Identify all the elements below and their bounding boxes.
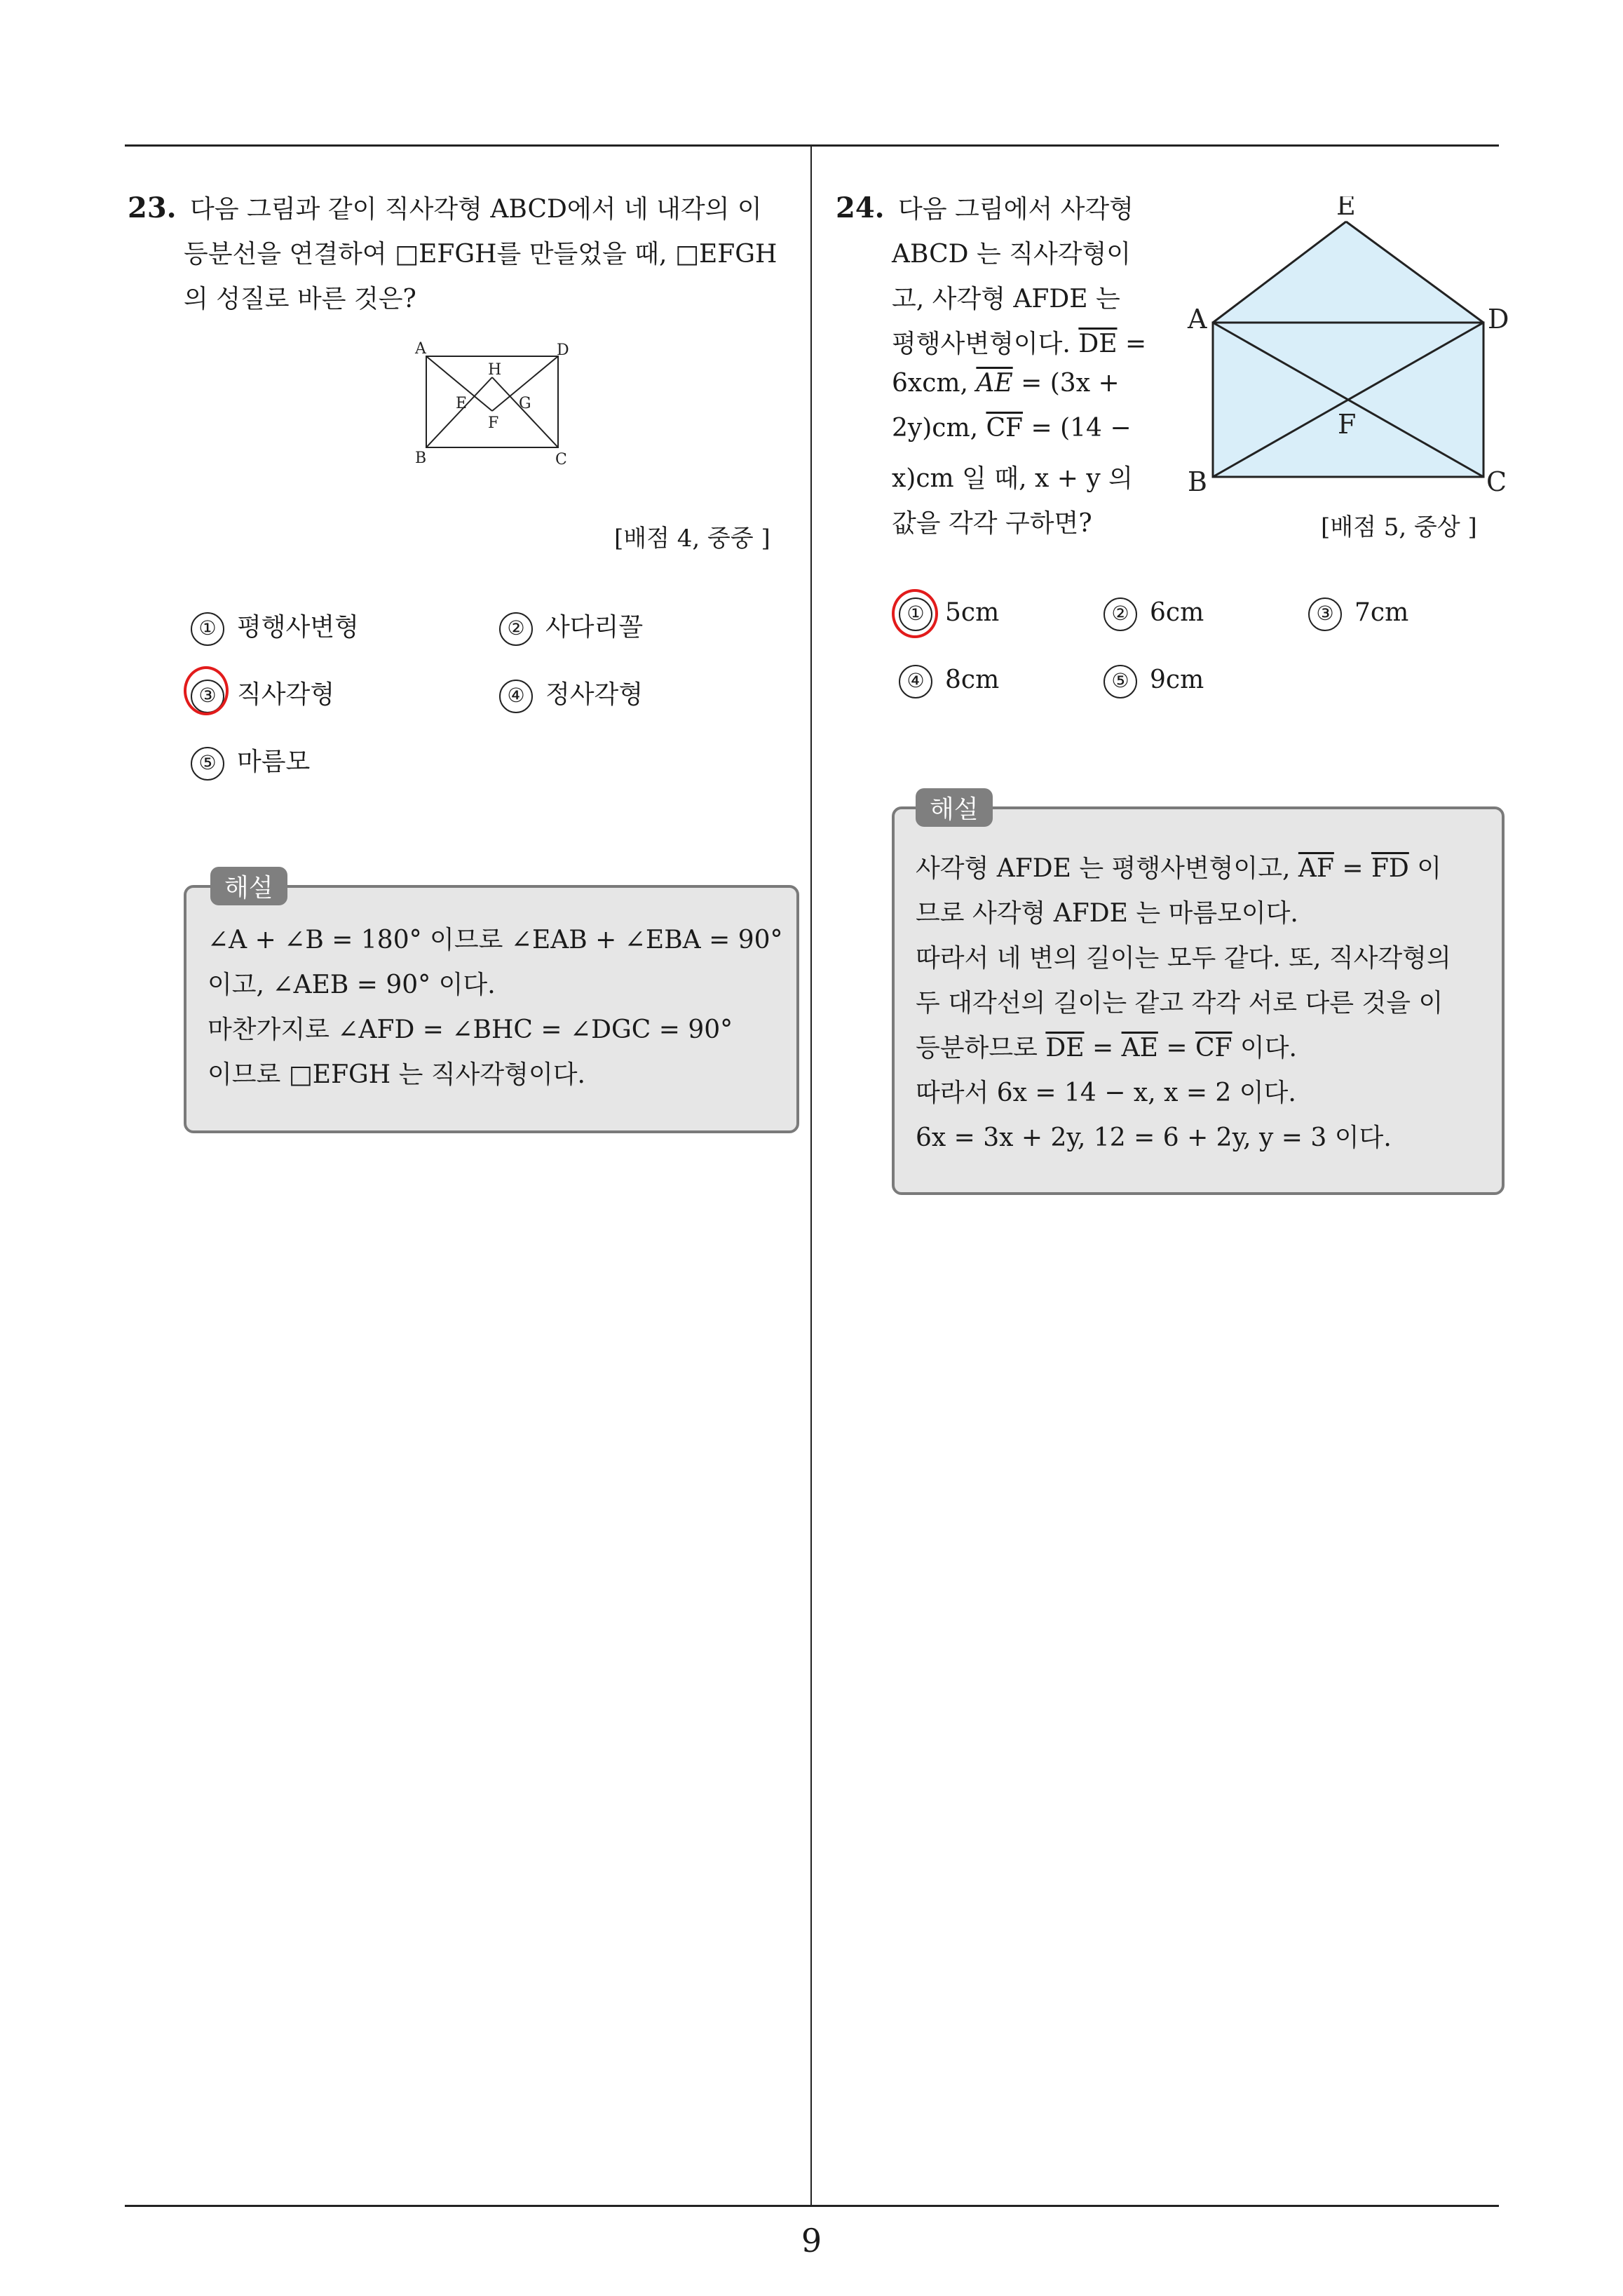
label-h: H	[488, 361, 502, 379]
segment-cf: $\overline{CF}$	[986, 414, 1024, 443]
q24-answer-mark	[892, 589, 938, 638]
q24-line-5: 6xcm, $\overline{AE} = (3x$ +	[892, 369, 1120, 398]
q24-solution-line-1: 사각형 AFDE 는 평행사변형이고, $\overline{AF} = \overline{FD}$ 이	[916, 854, 1442, 883]
q24-line-4: 평행사변형이다. $\overline{DE}$ =	[892, 330, 1147, 358]
q24-solution-tag: 해설	[916, 788, 993, 827]
label-f: F	[488, 414, 499, 432]
q24-line-7: x)cm 일 때, x + y 의	[892, 464, 1133, 493]
q23-choice-5[interactable]: ⑤ 마름모	[191, 742, 310, 781]
q24-line-3: 고, 사각형 AFDE 는	[892, 285, 1120, 313]
column-divider	[810, 146, 812, 2206]
q24-choice-4[interactable]: ④ 8cm	[899, 665, 999, 698]
q24-solution-box	[892, 806, 1505, 1195]
top-rule	[125, 144, 1499, 147]
q24-line-2: ABCD 는 직사각형이	[892, 240, 1132, 269]
q24-number: 24.	[836, 191, 885, 224]
q23-solution-line-3: 마찬가지로 ∠AFD = ∠BHC = ∠DGC = 90°	[208, 1015, 733, 1044]
page-number: 9	[801, 2222, 822, 2260]
label-d: D	[557, 342, 569, 359]
segment-ae: $\overline{AE}$	[976, 369, 1013, 398]
label-a: A	[415, 340, 426, 358]
label-e: E	[456, 395, 468, 412]
q23-line-2: 등분선을 연결하여 □EFGH를 만들었을 때, □EFGH	[184, 240, 777, 269]
q23-choice-2[interactable]: ② 사다리꼴	[499, 607, 643, 646]
q23-line-3: 의 성질로 바른 것은?	[184, 285, 416, 313]
q23-solution-tag: 해설	[210, 867, 287, 905]
q23-answer-mark	[184, 666, 229, 715]
q24-solution-line-4: 두 대각선의 길이는 같고 각각 서로 다른 것을 이	[916, 989, 1444, 1018]
bottom-rule	[125, 2205, 1499, 2207]
q24-choice-1[interactable]: ① 5cm	[899, 597, 999, 631]
q23-choice-4[interactable]: ④ 정사각형	[499, 675, 643, 713]
bisector-b	[426, 377, 492, 447]
bisector-c	[492, 377, 558, 447]
q24-score: [배점 5, 중상 ]	[1321, 513, 1477, 541]
label-c: C	[555, 451, 567, 468]
q24-choice-3[interactable]: ③ 7cm	[1308, 597, 1408, 631]
segment-de: $\overline{DE}$	[1078, 330, 1118, 358]
q23-figure	[411, 338, 582, 471]
q24-choice-5[interactable]: ⑤ 9cm	[1103, 665, 1204, 698]
label-a: A	[1188, 304, 1207, 335]
q24-solution-line-6: 따라서 6x = 14 − x, x = 2 이다.	[916, 1079, 1296, 1107]
q23-solution-line-4: 이므로 □EFGH 는 직사각형이다.	[208, 1060, 585, 1089]
q24-choice-2[interactable]: ② 6cm	[1103, 597, 1204, 631]
q23-number: 23.	[128, 191, 177, 224]
q24-line-6: 2y)cm, $\overline{CF} = (14$ −	[892, 414, 1132, 443]
label-b: B	[1188, 466, 1207, 497]
q23-solution-line-2: 이고, ∠AEB = 90° 이다.	[208, 971, 496, 999]
q23-score: [배점 4, 중중 ]	[614, 525, 770, 553]
label-d: D	[1488, 304, 1509, 335]
q23-choice-3[interactable]: ③ 직사각형	[191, 675, 334, 713]
q24-line-8: 값을 각각 구하면?	[892, 509, 1092, 538]
q24-solution-line-2: 므로 사각형 AFDE 는 마름모이다.	[916, 899, 1298, 928]
q23-solution-line-1: ∠A + ∠B = 180° 이므로 ∠EAB + ∠EBA = 90°	[208, 926, 783, 954]
label-f: F	[1338, 409, 1357, 440]
q23-line-1: 23. 다음 그림과 같이 직사각형 ABCD에서 네 내각의 이	[128, 191, 762, 224]
q24-figure	[1185, 196, 1514, 505]
label-e: E	[1336, 196, 1356, 221]
q23-solution-box	[184, 885, 799, 1133]
label-c: C	[1486, 466, 1507, 497]
q23-choice-1[interactable]: ① 평행사변형	[191, 607, 359, 646]
q24-solution-line-7: 6x = 3x + 2y, 12 = 6 + 2y, y = 3 이다.	[916, 1123, 1392, 1152]
label-b: B	[415, 450, 427, 467]
q24-solution-line-3: 따라서 네 변의 길이는 모두 같다. 또, 직사각형의	[916, 944, 1451, 973]
q24-solution-line-5: 등분하므로 $\overline{DE} = \overline{AE} = \overline{CF}$ 이다.	[916, 1034, 1297, 1062]
label-g: G	[519, 395, 531, 412]
q24-line-1: 24. 다음 그림에서 사각형	[836, 191, 1134, 224]
